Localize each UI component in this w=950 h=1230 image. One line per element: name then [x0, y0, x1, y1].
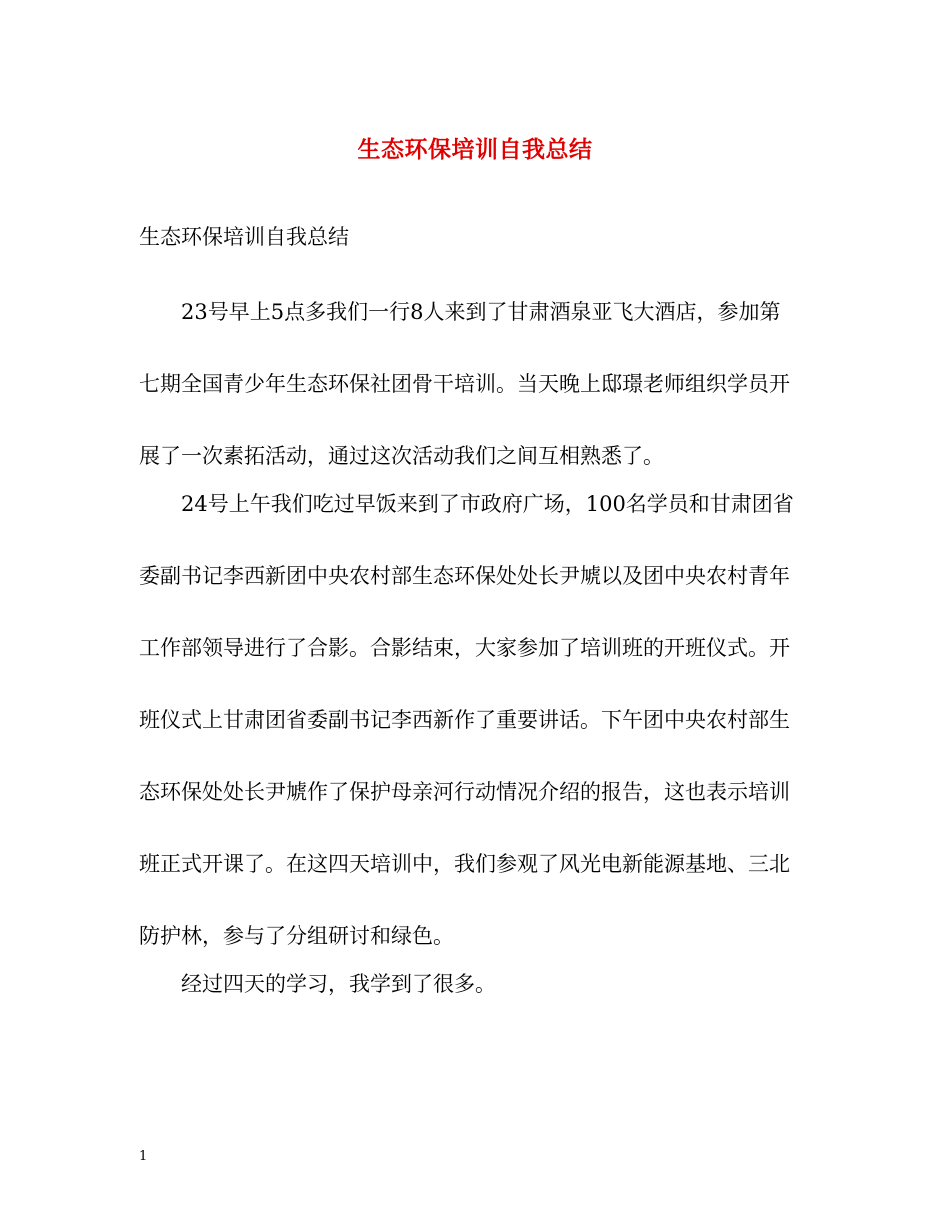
paragraph-line: 班正式开课了。在这四天培训中，我们参观了风光电新能源基地、三北: [139, 852, 790, 876]
page-number: 1: [139, 1149, 148, 1164]
paragraph-line: 展了一次素拓活动，通过这次活动我们之间互相熟悉了。: [139, 444, 664, 468]
paragraph-line: 24号上午我们吃过早饭来到了市政府广场，100名学员和甘肃团省: [181, 492, 794, 516]
paragraph-line: 经过四天的学习，我学到了很多。: [181, 972, 496, 996]
paragraph-line: 工作部领导进行了合影。合影结束，大家参加了培训班的开班仪式。开: [139, 636, 790, 660]
paragraph-line: 23号早上5点多我们一行8人来到了甘肃酒泉亚飞大酒店，参加第: [181, 300, 781, 324]
paragraph-line: 委副书记李西新团中央农村部生态环保处处长尹虓以及团中央农村青年: [139, 564, 790, 588]
paragraph-line: 态环保处处长尹虓作了保护母亲河行动情况介绍的报告，这也表示培训: [139, 780, 790, 804]
paragraph-3: [139, 948, 819, 1020]
document-title: 生态环保培训自我总结: [357, 136, 593, 163]
document-subtitle: 生态环保培训自我总结: [139, 225, 349, 249]
paragraph-line: 防护林，参与了分组研讨和绿色。: [139, 924, 454, 948]
paragraph-line: 班仪式上甘肃团省委副书记李西新作了重要讲话。下午团中央农村部生: [139, 708, 790, 732]
paragraph-2: [139, 468, 819, 972]
paragraph-1: [139, 276, 819, 492]
paragraph-line: 七期全国青少年生态环保社团骨干培训。当天晚上邸璟老师组织学员开: [139, 372, 790, 396]
